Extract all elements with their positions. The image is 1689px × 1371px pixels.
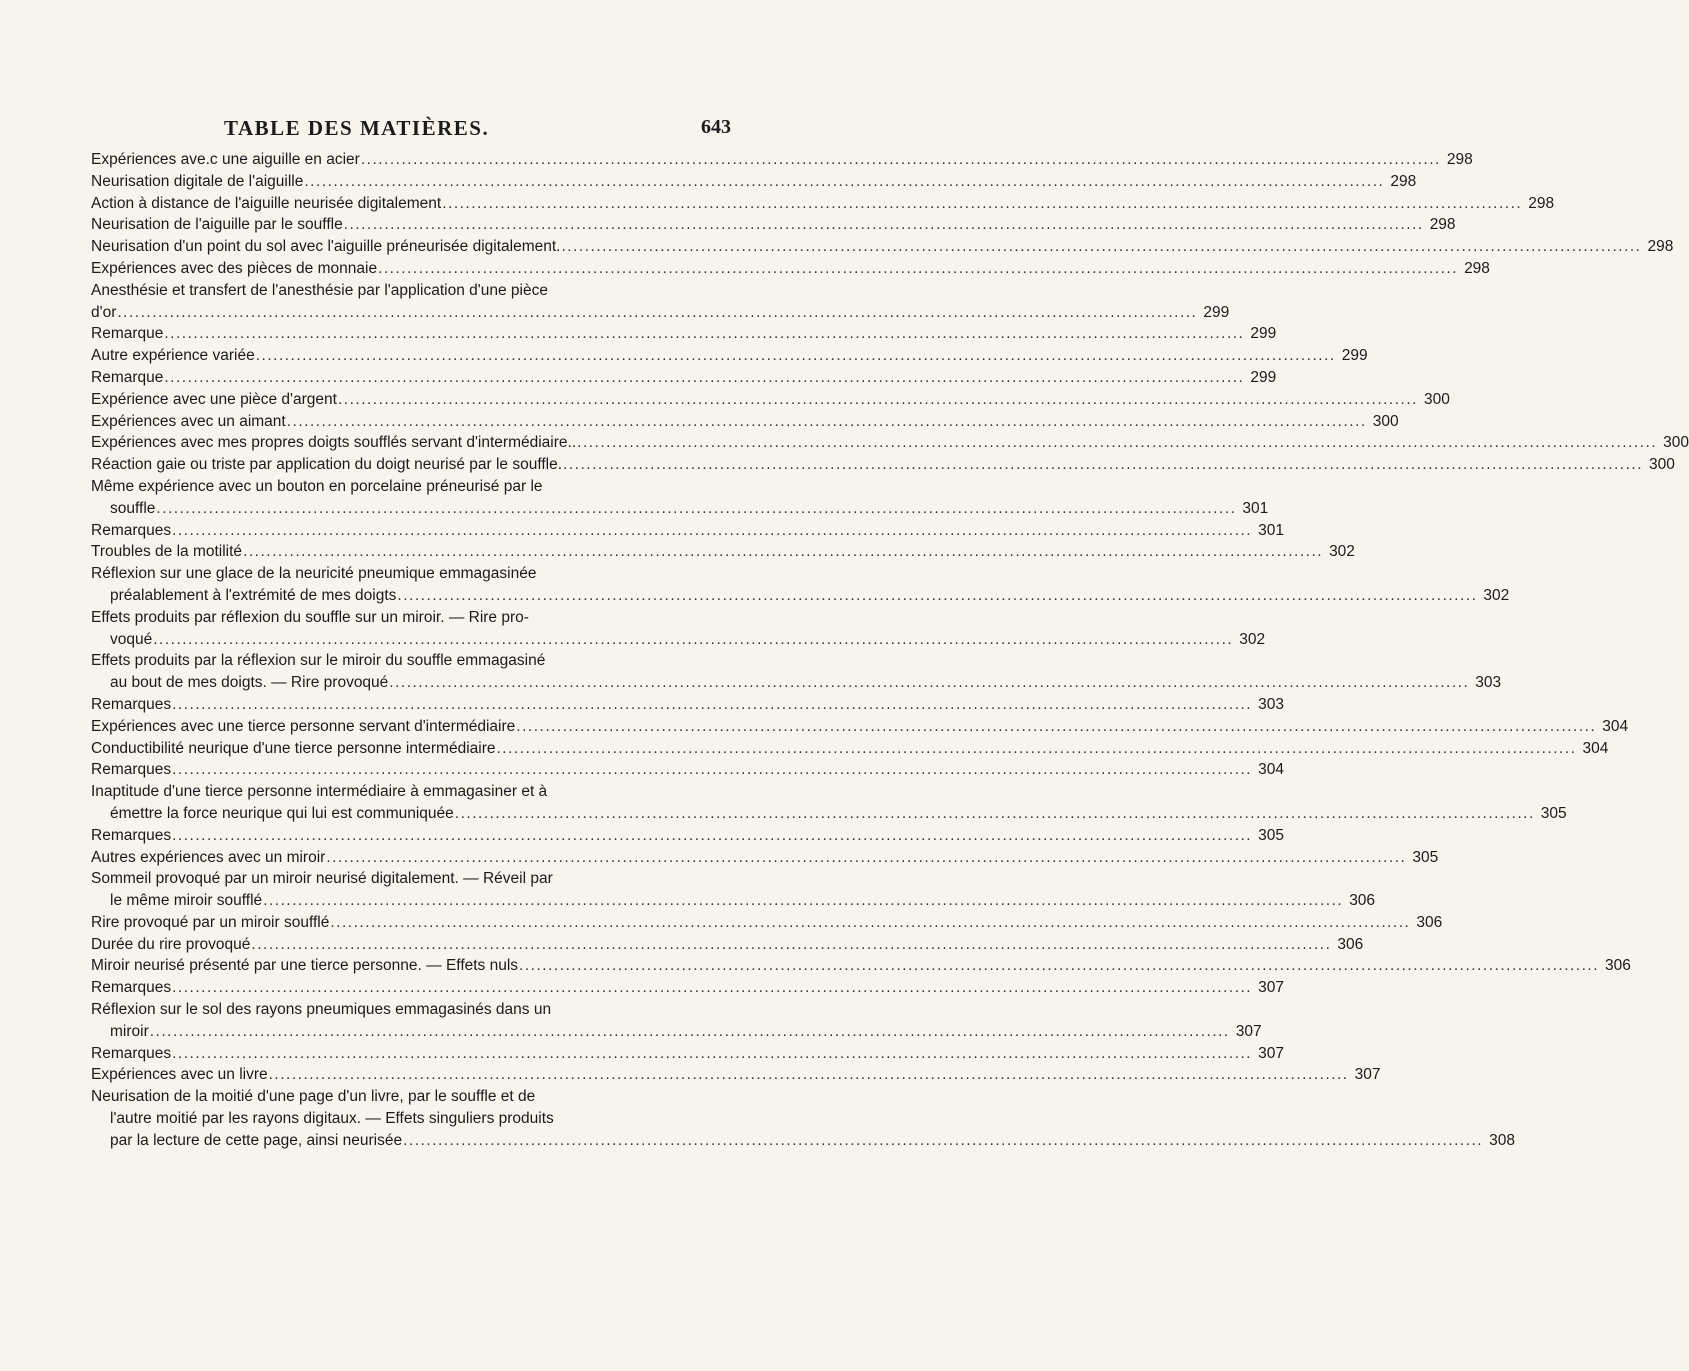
dot-leader [117, 302, 1197, 324]
toc-entry [91, 955, 1631, 977]
toc-entry-continued [91, 280, 738, 302]
toc-entry-text: Réflexion sur une glace de la neuricité pneumique emmagasinée [91, 565, 537, 583]
toc-entry [91, 977, 1284, 999]
dot-leader [344, 214, 1424, 236]
toc-entry-continued [91, 868, 738, 890]
dot-leader [269, 1064, 1349, 1086]
toc-entry-text: Remarques [91, 521, 172, 539]
toc-page-number: 300 [1649, 456, 1675, 474]
toc-entry [91, 302, 1230, 324]
toc-entry [91, 847, 1439, 869]
toc-page-number: 306 [1337, 935, 1364, 953]
toc-entry-continued [91, 1086, 738, 1108]
dot-leader [164, 323, 1244, 345]
toc-page-number: 304 [1602, 717, 1629, 735]
toc-entry-text: Expériences avec mes propres doigts soufflés servant d'intermédiaire.. [91, 434, 577, 452]
toc-page-number: 305 [1540, 804, 1567, 822]
toc-entry-text: par la lecture de cette page, ainsi neurisée [110, 1131, 403, 1149]
toc-entry-text: Miroir neurisé présenté par une tierce personne. — Effets nuls [91, 957, 519, 975]
dot-leader [156, 498, 1236, 520]
dot-leader [251, 934, 1331, 956]
toc-entry-text: Remarques [91, 695, 172, 713]
toc-page-number: 302 [1329, 543, 1355, 561]
toc-entry-text: Inaptitude d'une tierce personne intermédiaire à emmagasiner et à [91, 783, 548, 801]
toc-entry-text: Remarques [91, 979, 172, 997]
toc-entry-text: Expérience avec une pièce d'argent [91, 390, 337, 408]
toc-entry-text: Conductibilité neurique d'une tierce personne intermédiaire [91, 739, 496, 757]
toc-entry-text: Remarques [91, 1044, 172, 1062]
dot-leader [561, 236, 1641, 258]
toc-entry-text: préalablement à l'extrémité de mes doigts [110, 586, 397, 604]
dot-leader [172, 520, 1252, 542]
dot-leader [172, 1043, 1252, 1065]
dot-leader [263, 890, 1343, 912]
toc-entry-text: Neurisation de l'aiguille par le souffle [91, 216, 343, 234]
toc-entry-text: souffle [110, 499, 156, 517]
toc-entry-text: Remarques [91, 761, 172, 779]
toc-page-number: 298 [1464, 259, 1490, 277]
toc-entry-text: Effets produits par réflexion du souffle sur un miroir. — Rire pro- [91, 608, 529, 626]
toc-page-number: 308 [1489, 1131, 1515, 1149]
dot-leader [361, 149, 1441, 171]
toc-entry-text: Durée du rire provoqué [91, 935, 251, 953]
toc-entry-text: Action à distance de l'aiguille neurisée digitalement [91, 194, 442, 212]
toc-entry [91, 454, 1675, 476]
toc-page-number: 300 [1423, 390, 1450, 408]
dot-leader [164, 367, 1244, 389]
toc-entry [91, 672, 1502, 694]
toc-page-number: 298 [1390, 172, 1417, 190]
toc-entry-continued [91, 563, 738, 585]
toc-entry-text: Autre expérience variée [91, 347, 255, 365]
toc-entry [91, 171, 1417, 193]
dot-leader [389, 672, 1469, 694]
toc-entry [91, 411, 1399, 433]
running-header [0, 116, 801, 140]
toc-page-number: 304 [1582, 739, 1609, 757]
toc-entry [91, 803, 1567, 825]
toc-page-number: 307 [1354, 1066, 1381, 1084]
toc-entry-text: voqué [110, 630, 153, 648]
toc-page-number: 307 [1235, 1022, 1262, 1040]
toc-entry [91, 236, 1674, 258]
toc-entry [91, 1021, 1262, 1043]
toc-entry [91, 629, 1266, 651]
toc-entry [91, 498, 1269, 520]
dot-leader [150, 1021, 1230, 1043]
toc-entry-text: Expériences ave.c une aiguille en acier [91, 151, 360, 168]
dot-leader [243, 541, 1323, 563]
toc-entry-text: Neurisation d'un point du sol avec l'aiguille préneurisée digitalement. [91, 238, 561, 256]
toc-page-number: 299 [1341, 347, 1368, 365]
toc-entry [91, 149, 1473, 171]
toc-page-number: 305 [1258, 826, 1284, 844]
toc-entry [91, 389, 1450, 411]
toc-entry [91, 193, 1555, 215]
dot-leader [519, 955, 1599, 977]
toc-entry-text: Remarques [91, 826, 172, 844]
toc-page-number: 300 [1372, 412, 1399, 430]
dot-leader [256, 345, 1336, 367]
toc-entry [91, 258, 1490, 280]
toc-entry-text: Réaction gaie ou triste par application du doigt neurisé par le souffle. [91, 456, 563, 474]
toc-entry-text: Sommeil provoqué par un miroir neurisé digitalement. — Réveil par [91, 870, 553, 888]
toc-entry-text: Remarque [91, 325, 164, 343]
dot-leader [403, 1130, 1483, 1152]
toc-entry [91, 367, 1277, 389]
toc-entry-continued [91, 476, 738, 498]
toc-page-number: 304 [1258, 761, 1284, 779]
dot-leader [442, 193, 1522, 215]
dot-leader [172, 977, 1252, 999]
toc-entry-continued [91, 607, 738, 629]
toc-page-number: 298 [1528, 194, 1555, 212]
dot-leader [326, 847, 1406, 869]
dot-leader [172, 694, 1252, 716]
toc-page-number: 307 [1258, 979, 1284, 997]
toc-entry [91, 432, 1689, 454]
toc-entry-text: miroir [110, 1022, 149, 1040]
dot-leader [378, 258, 1458, 280]
toc-entry-continued [91, 999, 738, 1021]
toc-entry-text: Expériences avec des pièces de monnaie [91, 259, 378, 277]
dot-leader [577, 432, 1657, 454]
toc-entry [91, 934, 1364, 956]
toc-page-number: 303 [1475, 674, 1502, 692]
toc-page-number: 300 [1663, 434, 1689, 452]
toc-page-number: 306 [1605, 957, 1631, 975]
toc-entry [91, 520, 1284, 542]
toc-entry-continued [91, 1108, 738, 1130]
page-number: 643 [701, 116, 731, 138]
toc-entry-text: Autres expériences avec un miroir [91, 848, 326, 866]
dot-leader [338, 389, 1418, 411]
toc-page-number: 305 [1412, 848, 1439, 866]
toc-page-number: 307 [1258, 1044, 1284, 1062]
toc-entry [91, 759, 1284, 781]
toc-page-number: 299 [1203, 303, 1230, 321]
toc-entry [91, 912, 1443, 934]
dot-leader [455, 803, 1535, 825]
toc-entry [91, 214, 1456, 236]
toc-page-number: 301 [1258, 521, 1284, 539]
toc-page-number: 301 [1242, 499, 1269, 517]
toc-entry-text: Expériences avec un livre [91, 1066, 268, 1084]
toc-entry-text: au bout de mes doigts. — Rire provoqué [110, 674, 389, 692]
toc-entry-continued [91, 650, 738, 672]
toc-entry [91, 541, 1355, 563]
toc-entry-text: Expériences avec un aimant [91, 412, 286, 430]
toc-page-number: 299 [1250, 368, 1277, 386]
toc-entry-text: le même miroir soufflé [110, 892, 263, 910]
toc-page-number: 302 [1239, 630, 1266, 648]
toc-entry-text: Même expérience avec un bouton en porcelaine préneurisé par le [91, 477, 543, 495]
toc-entry-text: Anesthésie et transfert de l'anesthésie par l'application d'une pièce [91, 281, 548, 299]
dot-leader [172, 759, 1252, 781]
toc-entry [91, 1064, 1381, 1086]
toc-page-number: 306 [1416, 913, 1443, 931]
toc-page-number: 298 [1647, 238, 1674, 256]
dot-leader [563, 454, 1643, 476]
toc-page-number: 303 [1258, 695, 1284, 713]
dot-leader [172, 825, 1252, 847]
toc-entry [91, 890, 1376, 912]
toc-entry [91, 694, 1284, 716]
page-title: TABLE DES MATIÈRES. [224, 116, 490, 140]
toc-entry-text: l'autre moitié par les rayons digitaux. — Effets singuliers produits [110, 1110, 554, 1128]
toc-entry-text: Rire provoqué par un miroir soufflé [91, 913, 330, 931]
toc-entry [91, 585, 1510, 607]
toc-entry-text: Effets produits par la réflexion sur le miroir du souffle emmagasiné [91, 652, 546, 670]
toc-page-number: 302 [1483, 586, 1510, 604]
toc-entry [91, 738, 1609, 760]
dot-leader [153, 629, 1233, 651]
toc-entry [91, 825, 1284, 847]
toc-page-number: 298 [1429, 216, 1456, 234]
toc-entry-text: d'or [91, 303, 117, 321]
toc-entry-text: Expériences avec une tierce personne servant d'intermédiaire [91, 717, 516, 735]
dot-leader [397, 585, 1477, 607]
toc-entry-text: Troubles de la motilité [91, 543, 243, 561]
dot-leader [287, 411, 1367, 433]
dot-leader [330, 912, 1410, 934]
toc-entry [91, 323, 1277, 345]
toc-page-number: 298 [1446, 151, 1473, 168]
toc-entry-text: émettre la force neurique qui lui est communiquée [110, 804, 454, 822]
toc-entry [91, 345, 1368, 367]
dot-leader [516, 716, 1596, 738]
toc-entry-text: Neurisation de la moitié d'une page d'un livre, par le souffle et de [91, 1088, 536, 1106]
dot-leader [304, 171, 1384, 193]
dot-leader [496, 738, 1576, 760]
toc-page-number: 306 [1349, 892, 1376, 910]
toc-entry-text: Réflexion sur le sol des rayons pneumiques emmagasinés dans un [91, 1001, 552, 1019]
toc-entry-continued [91, 781, 738, 803]
toc-entry-text: Remarque [91, 368, 164, 386]
toc-entry [91, 716, 1629, 738]
table-of-contents [91, 149, 1689, 1152]
toc-entry [91, 1130, 1515, 1152]
toc-entry [91, 1043, 1284, 1065]
toc-page-number: 299 [1250, 325, 1277, 343]
toc-entry-text: Neurisation digitale de l'aiguille [91, 172, 304, 190]
